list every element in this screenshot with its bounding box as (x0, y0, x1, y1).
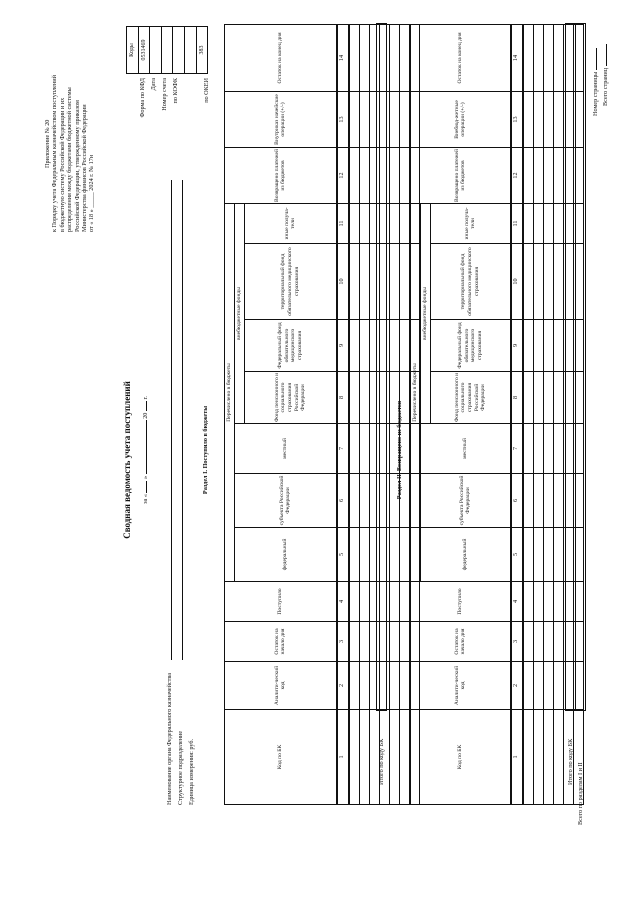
period-za: за « (142, 494, 149, 504)
okei-label: по ОКЕИ (203, 78, 210, 103)
period-year: 20 (142, 412, 149, 419)
s2-num-2: 2 (511, 662, 523, 710)
s2-col-other: иные получа-тели (431, 203, 511, 243)
s2-col-returned: Возвращено платежей из бюджетов (411, 147, 511, 203)
s2-num-1: 1 (511, 710, 523, 805)
unit-label: Структурное подразделение (177, 730, 184, 805)
grand-total-row (575, 23, 586, 711)
s1-num-12: 12 (337, 147, 349, 203)
section2-table (410, 24, 584, 805)
appendix-line-4: Российской Федерации, утвержденному приказом (73, 100, 81, 232)
s1-group-transferred: Перечислено в бюджеты (225, 203, 235, 581)
s1-col-balance-end: Остаток на конец дня (225, 24, 337, 91)
s1-num-13: 13 (337, 91, 349, 147)
date-value (150, 27, 162, 74)
s2-num-14: 14 (511, 24, 523, 91)
s1-col-ffoms: Федеральный фонд обязательного медицинского страхования (245, 320, 337, 372)
s1-total-row (376, 23, 387, 711)
s2-col-kbk: Код по БК (411, 710, 511, 805)
s1-group-funds: внебюджетные фонды (235, 203, 245, 423)
s2-col-tfoms: территориальный фонд обязательного медицинского страхования (431, 244, 511, 320)
s1-num-4: 4 (337, 582, 349, 622)
appendix-line-2: в бюджетную систему Российской Федерации и их (58, 97, 66, 232)
measure-label: Единица измерения: руб. (188, 738, 195, 805)
s2-data-row (553, 24, 563, 804)
s1-total-label: Итого по коду БК (378, 738, 385, 785)
s2-col-balance-start: Остаток на начало дня (411, 622, 511, 662)
s2-total-label: Итого по коду БК (567, 738, 574, 785)
s2-num-7: 7 (511, 424, 523, 474)
s2-col-internal: Внебюд-жетные операции (+/-) (411, 91, 511, 147)
appendix-block (44, 22, 96, 232)
s1-col-subject: субъекта Российской Федерации (235, 474, 337, 528)
s1-num-3: 3 (337, 622, 349, 662)
grand-total-label: Всего по разделам I и II (577, 762, 584, 825)
s2-group-funds: внебюджетные фонды (421, 203, 431, 423)
account-value (161, 27, 173, 74)
s2-data-row (543, 24, 553, 804)
s1-data-row (349, 24, 360, 804)
section1-table (224, 24, 420, 805)
s2-data-row (533, 24, 543, 804)
s1-num-9: 9 (337, 320, 349, 372)
okei-value: 383 (196, 27, 208, 74)
s1-col-local: местный (235, 424, 337, 474)
s1-num-11: 11 (337, 203, 349, 243)
s1-data-row (359, 24, 369, 804)
s2-num-11: 11 (511, 203, 523, 243)
appendix-date-line: от « 18 » _____ 2024 г. № 17н (88, 154, 96, 232)
period-g: г. (142, 396, 149, 400)
s1-num-1: 1 (337, 710, 349, 805)
appendix-line-3: распределения между бюджетами бюджетной системы (66, 87, 74, 232)
codes-header: Коды (127, 27, 139, 74)
s1-col-analytic: Аналити-ческий код (225, 662, 337, 710)
s2-col-balance-end: Остаток на конец дня (411, 24, 511, 91)
s1-col-balance-start: Остаток на начало дня (225, 622, 337, 662)
appendix-title: Приложение № 20 (44, 119, 51, 168)
s2-num-9: 9 (511, 320, 523, 372)
s2-col-local: местный (421, 424, 511, 474)
kofk-label: по КОФК (172, 78, 179, 104)
s2-col-received: Поступило (411, 582, 511, 622)
s2-number-row (511, 24, 523, 804)
s1-col-pfr: Фонд пенсионного и социального страхования Российской Федерации (245, 372, 337, 424)
s1-col-returned: Возвращено платежей из бюджетов (225, 147, 337, 203)
s1-col-tfoms: территориальный фонд обязательного медицинского страхования (245, 244, 337, 320)
s2-num-12: 12 (511, 147, 523, 203)
s1-num-14: 14 (337, 24, 349, 91)
s1-number-row (337, 24, 349, 804)
s2-col-pfr: Фонд пенсионного и социального страхования Российской Федерации (431, 372, 511, 424)
kofk-value (173, 27, 185, 74)
s1-num-2: 2 (337, 662, 349, 710)
s1-col-kbk: Код по БК (225, 710, 337, 805)
s2-num-10: 10 (511, 244, 523, 320)
pages-total-text: Всего страниц (602, 67, 609, 106)
s2-group-transferred: Перечислено в бюджеты (411, 203, 421, 581)
s1-num-8: 8 (337, 372, 349, 424)
page-number-label (592, 48, 599, 116)
appendix-line-1: к Порядку учета Федеральным казначейством поступлений (51, 75, 59, 232)
s2-col-federal: федеральный (421, 528, 511, 582)
pages-total-label (602, 44, 609, 106)
s1-col-received: Поступило (225, 582, 337, 622)
s1-col-other: иные получа-тели (245, 203, 337, 243)
s1-num-5: 5 (337, 528, 349, 582)
s2-data-row (523, 24, 534, 804)
s2-num-3: 3 (511, 622, 523, 662)
s1-col-federal: федеральный (235, 528, 337, 582)
s1-num-7: 7 (337, 424, 349, 474)
period-line (142, 350, 149, 550)
okud-value: 0531469 (138, 27, 150, 74)
s2-num-8: 8 (511, 372, 523, 424)
s2-num-5: 5 (511, 528, 523, 582)
org-label: Наименование органа Федерального казначейства (166, 673, 173, 805)
period-mid: » (142, 475, 149, 479)
section1-title: Раздел I. Поступило в бюджеты (202, 405, 209, 495)
codes-table (126, 26, 208, 74)
appendix-line-5: Министерства финансов Российской Федерации (81, 104, 89, 232)
s2-col-ffoms: Федеральный фонд обязательного медицинского страхования (431, 320, 511, 372)
s2-col-analytic: Аналити-ческий код (411, 662, 511, 710)
section2-title: Раздел II. Возвращено из бюджетов (396, 400, 403, 500)
page-number-text: Номер страницы (592, 71, 599, 116)
s2-num-4: 4 (511, 582, 523, 622)
date-label: Дата (150, 78, 157, 91)
s1-col-internal: Внутриказ начейские операции (+/-) (225, 91, 337, 147)
okei-empty (184, 27, 196, 74)
s2-num-13: 13 (511, 91, 523, 147)
okud-label: Форма по КФД (139, 78, 146, 118)
account-label: Номер счета (161, 78, 168, 111)
s1-num-6: 6 (337, 474, 349, 528)
s2-num-6: 6 (511, 474, 523, 528)
s1-num-10: 10 (337, 244, 349, 320)
s2-col-subject: субъекта Российской Федерации (421, 474, 511, 528)
page-title: Сводная ведомость учета поступлений (122, 381, 132, 539)
